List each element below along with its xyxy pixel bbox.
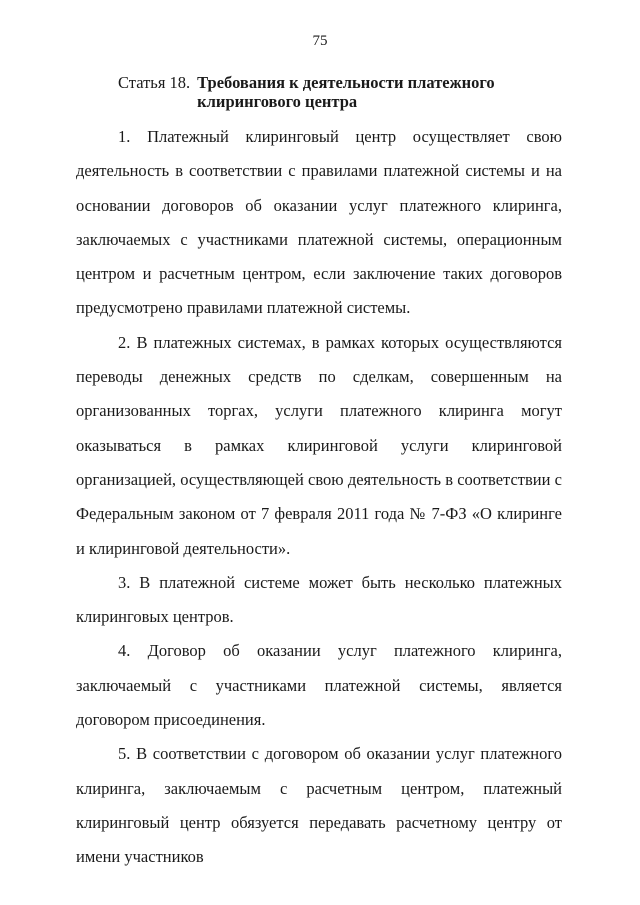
article-heading: [118, 73, 578, 111]
article-body: [76, 120, 562, 875]
paragraph-4: 4. Договор об оказании услуг платежного клиринга, заключаемый с участниками платежной системы, является договором присоединения.: [76, 641, 562, 730]
page-number: 75: [312, 33, 328, 49]
paragraph-3: 3. В платежной системе может быть несколько платежных клиринговых центров.: [76, 572, 562, 627]
article-number: Статья 18.: [118, 73, 191, 92]
article-title: Требования к деятельности платежного клирингового центра: [197, 73, 495, 111]
paragraph-1: 1. Платежный клиринговый центр осуществляет свою деятельность в соответствии с правилами платежной системы и на основании договоров об оказании услуг платежного клиринга, заключаемых с участниками платежной системы, операционным центром и расчетным центром, если заключение таких договоров предусмотрено правилами платежной системы.: [76, 127, 562, 318]
paragraph-5: 5. В соответствии с договором об оказании услуг платежного клиринга, заключаемым с расчетным центром, платежный клиринговый центр обязуется передавать расчетному центру от имени участников: [76, 744, 562, 867]
paragraph-2: 2. В платежных системах, в рамках которых осуществляются переводы денежных средств по сделкам, совершенным на организованных торгах, услуги платежного клиринга могут оказываться в рамках клиринговой услуги клиринговой организацией, осуществляющей свою деятельность в соответствии с Федеральным законом от 7 февраля 2011 года № 7-ФЗ «О клиринге и клиринговой деятельности».: [76, 332, 562, 558]
